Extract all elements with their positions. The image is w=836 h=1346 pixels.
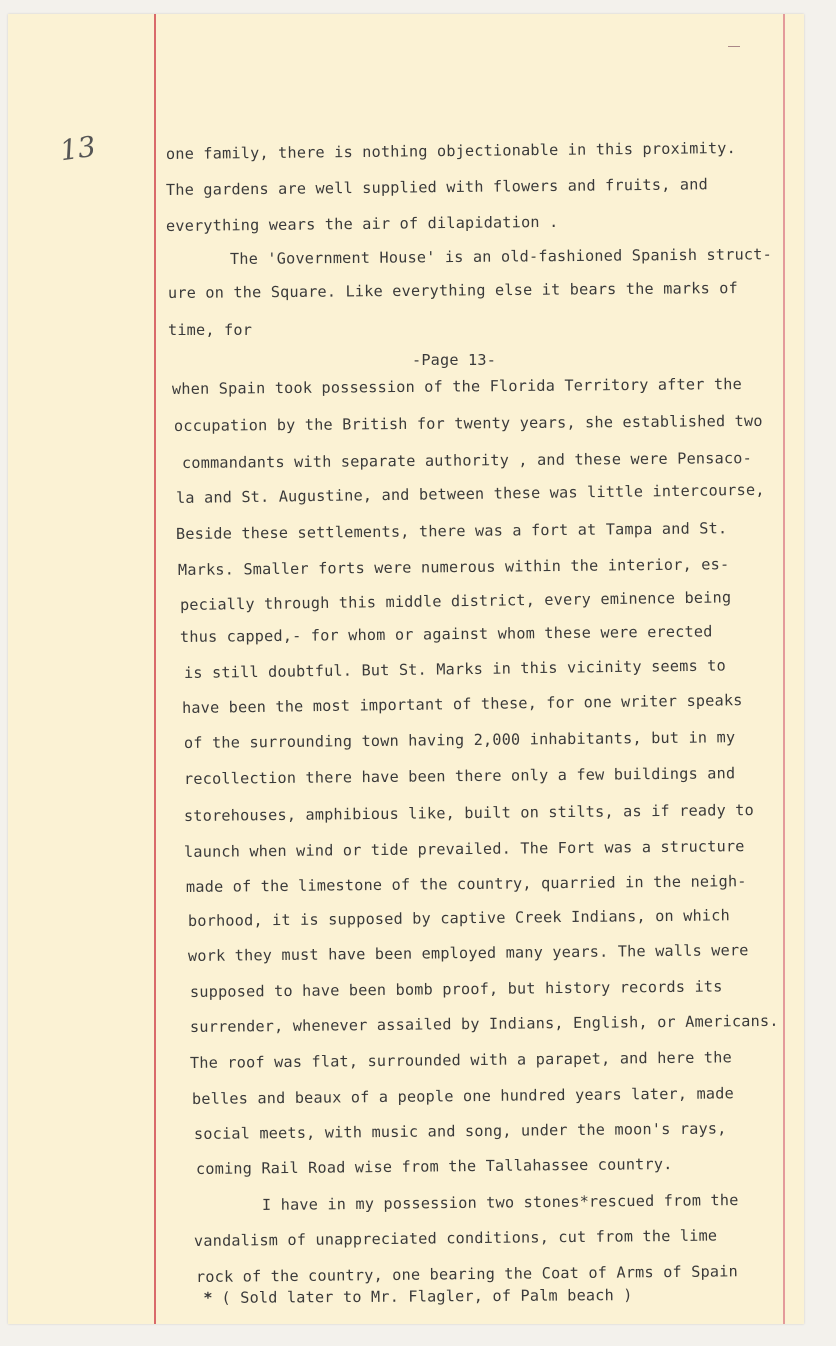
handwritten-page-number: 13	[57, 129, 98, 168]
text-line: have been the most important of these, for one writer speaks	[181, 691, 743, 717]
text-line: thus capped,- for whom or against whom these were erected	[179, 622, 713, 646]
text-line: ure on the Square. Like everything else it bears the marks of	[167, 279, 739, 302]
text-line: recollection there have been there only a few buildings and	[183, 764, 736, 788]
text-line: coming Rail Road wise from the Tallahassee country.	[195, 1155, 673, 1178]
text-line: of the surrounding town having 2,000 inhabitants, but in my	[183, 728, 736, 752]
text-line: when Spain took possession of the Florida Territory after the	[171, 375, 743, 398]
text-line: I have in my possession two stones*rescued from the	[261, 1191, 739, 1214]
text-line: is still doubtful. But St. Marks in this vicinity seems to	[183, 656, 727, 682]
right-margin-rule	[783, 14, 785, 1324]
text-line: time, for	[168, 321, 253, 339]
text-line: belles and beaux of a people one hundred years later, made	[191, 1084, 735, 1108]
footnote	[204, 1286, 633, 1307]
asterisk-icon: *	[203, 1288, 213, 1307]
text-line: The roof was flat, surrounded with a parapet, and here the	[189, 1048, 733, 1072]
left-margin-rule	[154, 14, 156, 1324]
text-line: vandalism of unappreciated conditions, cut from the lime	[193, 1226, 718, 1250]
text-line: one family, there is nothing objectionable in this proximity.	[165, 139, 737, 163]
text-line: occupation by the British for twenty years, she established two	[173, 411, 763, 435]
footnote-text: ( Sold later to Mr. Flagler, of Palm beach )	[221, 1286, 633, 1307]
text-line: storehouses, amphibious like, built on stilts, as if ready to	[183, 801, 755, 825]
text-line: Marks. Smaller forts were numerous within the interior, es-	[177, 555, 730, 579]
text-line: The 'Government House' is an old-fashioned Spanish struct-	[229, 245, 772, 268]
text-line: work they must have been employed many years. The walls were	[187, 941, 749, 965]
text-line: surrender, whenever assailed by Indians, English, or Americans.	[189, 1011, 779, 1036]
text-line: Beside these settlements, there was a fort at Tampa and St.	[175, 519, 728, 543]
text-line: launch when wind or tide prevailed. The Fort was a structure	[183, 837, 745, 861]
page-marker: -Page 13-	[412, 351, 497, 369]
text-line: borhood, it is supposed by captive Creek Indians, on which	[187, 906, 731, 930]
text-line: supposed to have been bomb proof, but history records its	[189, 977, 723, 1001]
text-line: rock of the country, one bearing the Coat of Arms of Spain	[195, 1262, 739, 1286]
text-line: everything wears the air of dilapidation .	[165, 212, 559, 235]
text-line: la and St. Augustine, and between these was little intercourse,	[175, 480, 765, 507]
text-line: The gardens are well supplied with flowers and fruits, and	[165, 175, 709, 199]
text-line: social meets, with music and song, under the moon's rays,	[193, 1119, 727, 1143]
text-line: pecially through this middle district, every eminence being	[179, 588, 732, 614]
text-line: commandants with separate authority , and these were Pensaco-	[181, 449, 753, 472]
pencil-mark	[728, 46, 740, 47]
text-line: made of the limestone of the country, quarried in the neigh-	[185, 872, 747, 896]
typewritten-page	[8, 14, 804, 1324]
